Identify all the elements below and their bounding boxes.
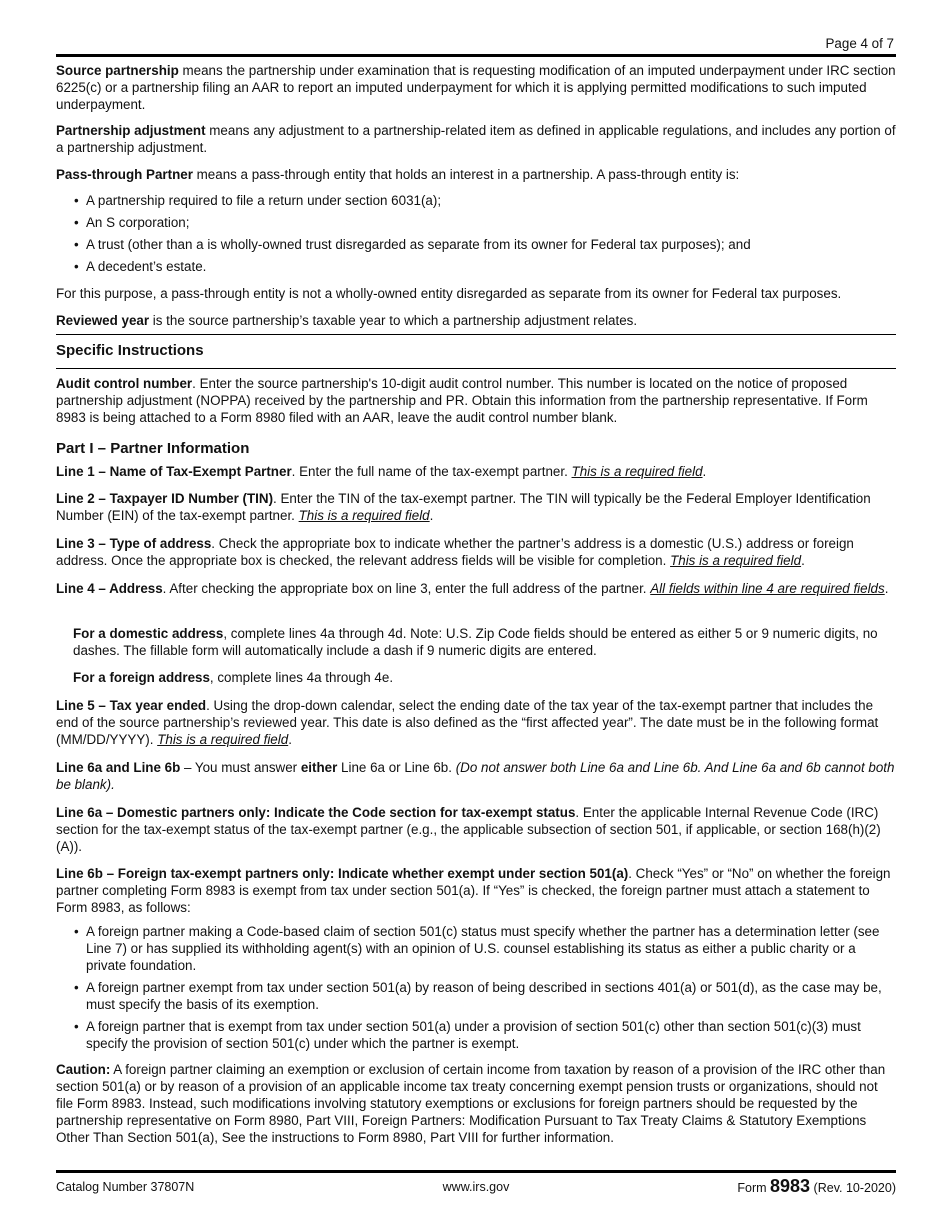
list-item: • A decedent’s estate. <box>74 258 896 275</box>
punct: . <box>702 464 707 479</box>
list-item: • A foreign partner making a Code-based claim of section 501(c) status must specify whether the partner has a determination letter (see Line 7) or has supplied its withholding agent(s) with an opinion of U.S. counsel establishing its status as either a public charity or a private foundation. <box>74 923 896 974</box>
punct: . <box>288 732 292 747</box>
pass-through-note <box>56 285 896 302</box>
punct: . <box>884 581 889 596</box>
term: Line 4 – Address <box>56 581 163 596</box>
term: Line 6a and Line 6b <box>56 760 181 775</box>
term: Line 1 – Name of Tax-Exempt Partner <box>56 464 292 479</box>
list-item: • A foreign partner exempt from tax under section 501(a) by reason of being described in sections 401(a) or 501(d), as the case may be, must specify the basis of its exemption. <box>74 979 896 1013</box>
instruction-text: , complete lines 4a through 4e. <box>209 670 394 685</box>
form-id <box>737 1176 896 1197</box>
page-number: Page 4 of 7 <box>825 36 894 51</box>
header-rule <box>56 54 896 57</box>
required-note: This is a required field <box>571 464 703 479</box>
term: Line 6b – Foreign tax-exempt partners only: Indicate whether exempt under section 501(a) <box>56 866 629 881</box>
emphasis: either <box>300 760 338 775</box>
instruction-text: . Enter the applicable Internal Revenue Code (IRC) section for the tax-exempt status of the tax-exempt partner (e.g., the applicable subsection of section 501, if applicable, or section 168(h)(2)(A)). <box>56 805 881 854</box>
section-title-specific: Specific Instructions <box>56 342 204 359</box>
section-rule-bottom <box>56 368 896 369</box>
instruction-text: . Using the drop-down calendar, select the ending date of the tax year of the tax-exempt partner that includes the end of the source partnership’s reviewed year. This date is also defined as the “first affected year”. The date must be in the following format (MM/DD/YYYY). <box>56 698 879 747</box>
definition-text: means a pass-through entity that holds an interest in a partnership. A pass-through entity is: <box>192 167 740 182</box>
instruction-text: . Check “Yes” or “No” on whether the foreign partner completing Form 8983 is exempt from tax under section 501(a). If “Yes” is checked, the foreign partner must attach a statement to Form 8983, as follows: <box>56 866 891 915</box>
instruction-text: Line 6a or Line 6b. <box>337 760 456 775</box>
line-5 <box>56 697 896 748</box>
list-item: • A trust (other than a is wholly-owned trust disregarded as separate from its owner for Federal tax purposes); and <box>74 236 896 253</box>
instruction-text: – You must answer <box>180 760 301 775</box>
instruction-text: . Enter the TIN of the tax-exempt partner. The TIN will typically be the Federal Employer Identification Number (EIN) of the tax-exempt partner. <box>56 491 871 523</box>
form-number: 8983 <box>770 1176 811 1196</box>
caution-text: A foreign partner claiming an exemption or exclusion of certain income from taxation by reason of a provision of the IRC other than section 501(a) or by reason of a provision of an applicable income tax treaty concerning exempt pension trusts or organizations, should not file Form 8983. Instead, such modifications involving statutory exemptions or exclusions for foreign partners should be requested by the partnership representative on Form 8980, Part VIII, Foreign Partners: Modification Pursuant to Tax Treaty Claims & Statutory Exemptions Other Than Section 501(a), See the instructions to Form 8980, Part VIII for further information. <box>56 1062 886 1145</box>
term: Caution: <box>56 1062 111 1077</box>
required-note: This is a required field <box>670 553 802 568</box>
punct: . <box>801 553 805 568</box>
term: For a domestic address <box>73 626 224 641</box>
term: Pass-through Partner <box>56 167 193 182</box>
pass-through-list <box>56 192 896 275</box>
part1-title: Part I – Partner Information <box>56 440 250 457</box>
term: Audit control number <box>56 376 193 391</box>
punct: . <box>429 508 434 523</box>
list-item: • An S corporation; <box>74 214 896 231</box>
def-partnership-adjustment <box>56 122 896 156</box>
line-3 <box>56 535 896 569</box>
term: Partnership adjustment <box>56 123 206 138</box>
required-note: This is a required field <box>298 508 430 523</box>
line-6b <box>56 865 896 916</box>
required-note: This is a required field <box>157 732 289 747</box>
term: Line 2 – Taxpayer ID Number (TIN) <box>56 491 274 506</box>
list-item: • A foreign partner that is exempt from tax under section 501(a) under a provision of section 501(c) other than section 501(c)(3) must specify the provision of section 501(c) under which the partner is exempt. <box>74 1018 896 1052</box>
line-4 <box>56 580 896 597</box>
caution <box>56 1061 896 1146</box>
instruction-text: . Check the appropriate box to indicate whether the partner’s address is a domestic (U.S.) address or foreign address. Once the appropriate box is checked, the relevant address fields will be visible for completion. <box>56 536 854 568</box>
definition-text: means the partnership under examination that is requesting modification of an imputed underpayment under IRC section 6225(c) or a partnership filing an AAR to report an imputed underpayment for which it is applying permitted modifications to such imputed underpayment. <box>56 63 896 112</box>
footer-rule <box>56 1170 896 1173</box>
line-2 <box>56 490 896 524</box>
audit-control-number <box>56 375 896 426</box>
definition-text: means any adjustment to a partnership-related item as defined in applicable regulations, and includes any portion of a partnership adjustment. <box>56 123 896 155</box>
term: Line 5 – Tax year ended <box>56 698 207 713</box>
def-reviewed-year <box>56 312 896 329</box>
instruction-text: . Enter the full name of the tax-exempt partner. <box>291 464 572 479</box>
section-rule-top <box>56 334 896 335</box>
def-pass-through-partner <box>56 166 896 183</box>
line-6 <box>56 759 896 793</box>
revision: (Rev. 10-2020) <box>813 1181 896 1195</box>
catalog-number: Catalog Number 37807N <box>56 1180 195 1194</box>
term: Reviewed year <box>56 313 150 328</box>
term: For a foreign address <box>73 670 210 685</box>
website: www.irs.gov <box>442 1180 510 1194</box>
definition-text: is the source partnership’s taxable year to which a partnership adjustment relates. <box>149 313 638 328</box>
note-text: For this purpose, a pass-through entity is not a wholly-owned entity disregarded as separate from its owner for Federal tax purposes. <box>56 286 842 301</box>
required-note: All fields within line 4 are required fields <box>650 581 885 596</box>
term: Line 3 – Type of address <box>56 536 212 551</box>
instruction-text: , complete lines 4a through 4d. Note: U.S. Zip Code fields should be entered as either 5 or 9 numeric digits, no dashes. The fillable form will automatically include a dash if 9 numeric digits are entered. <box>73 626 878 658</box>
line-6b-list <box>56 923 896 1052</box>
form-label: Form <box>737 1181 767 1195</box>
instruction-text: . After checking the appropriate box on line 3, enter the full address of the partner. <box>162 581 651 596</box>
italic-note: (Do not answer both Line 6a and Line 6b. And Line 6a and 6b cannot both be blank). <box>56 760 895 792</box>
line-1 <box>56 463 896 480</box>
line-4-domestic <box>56 625 896 659</box>
term: Source partnership <box>56 63 179 78</box>
line-6a <box>56 804 896 855</box>
term: Line 6a – Domestic partners only: Indicate the Code section for tax-exempt status <box>56 805 576 820</box>
instruction-text: . Enter the source partnership's 10-digit audit control number. This number is located on the notice of proposed partnership adjustment (NOPPA) received by the partnership and PR. Obtain this information from the partnership representative. If Form 8983 is being attached to a Form 8980 filed with an AAR, leave the audit control number blank. <box>56 376 868 425</box>
list-item: • A partnership required to file a return under section 6031(a); <box>74 192 896 209</box>
line-4-foreign <box>56 669 896 686</box>
def-source-partnership <box>56 62 896 113</box>
